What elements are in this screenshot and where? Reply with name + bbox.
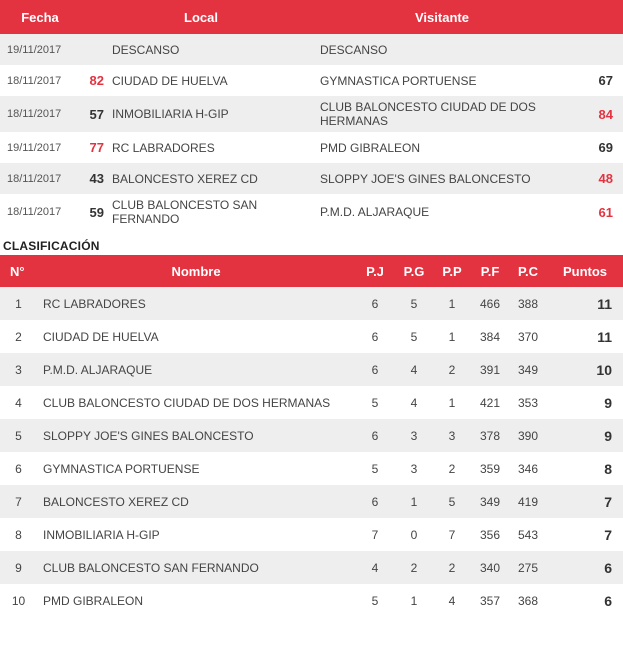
- local-score: 59: [89, 204, 104, 220]
- lost: 1: [433, 287, 471, 320]
- total-points: 7: [604, 526, 612, 543]
- points-against: 390: [509, 419, 547, 452]
- played: 4: [355, 551, 395, 584]
- standings-row: [0, 485, 623, 518]
- points-for: 349: [471, 485, 509, 518]
- header-pf: P.F: [471, 255, 509, 287]
- local-team: BALONCESTO XEREZ CD: [112, 163, 320, 194]
- lost: 2: [433, 353, 471, 386]
- header-visitor: Visitante: [320, 0, 565, 34]
- local-score: 43: [80, 163, 112, 194]
- standings-row: [0, 419, 623, 452]
- visitor-team: DESCANSO: [320, 34, 565, 65]
- lost: 1: [448, 329, 456, 344]
- team-name: RC LABRADORES: [37, 287, 355, 320]
- header-pc: P.C: [509, 255, 547, 287]
- won: 5: [410, 329, 418, 344]
- team-position: 4: [15, 395, 22, 410]
- team-position: 9: [0, 551, 37, 584]
- team-name: CLUB BALONCESTO CIUDAD DE DOS HERMANAS: [43, 395, 331, 410]
- visitor-team: P.M.D. ALJARAQUE: [320, 205, 430, 219]
- visitor-score: 69: [598, 140, 613, 155]
- lost: 7: [448, 527, 456, 542]
- standings-row: [0, 386, 623, 419]
- points-for: 357: [479, 593, 501, 608]
- local-score: 82: [89, 73, 104, 88]
- visitor-score: 61: [598, 204, 613, 220]
- standings-row: [0, 287, 623, 320]
- standings-row: [0, 353, 623, 386]
- result-date: 19/11/2017: [7, 141, 62, 154]
- team-name: CIUDAD DE HUELVA: [43, 329, 159, 344]
- visitor-score: 48: [565, 163, 623, 194]
- header-pg: P.G: [395, 255, 433, 287]
- visitor-team: PMD GIBRALEON: [320, 140, 421, 155]
- results-table: [0, 0, 623, 230]
- won: 1: [395, 485, 433, 518]
- won: 3: [395, 419, 433, 452]
- lost: 2: [448, 461, 456, 476]
- played: 6: [355, 485, 395, 518]
- local-team: RC LABRADORES: [112, 140, 215, 155]
- points-against: 388: [509, 287, 547, 320]
- standings-title: CLASIFICACIÓN: [3, 239, 100, 253]
- visitor-score: [565, 34, 623, 65]
- total-points: 6: [604, 592, 612, 609]
- team-position: 6: [15, 461, 22, 476]
- team-position: 5: [0, 419, 37, 452]
- header-name: Nombre: [37, 255, 355, 287]
- local-team: CIUDAD DE HUELVA: [112, 73, 228, 88]
- result-date: 18/11/2017: [0, 163, 80, 194]
- won: 5: [395, 287, 433, 320]
- points-for: 384: [479, 329, 501, 344]
- team-position: 8: [15, 527, 22, 542]
- points-for: 378: [471, 419, 509, 452]
- team-position: 3: [0, 353, 37, 386]
- team-name: GYMNASTICA PORTUENSE: [43, 461, 200, 476]
- lost: 5: [433, 485, 471, 518]
- played: 6: [355, 419, 395, 452]
- won: 4: [410, 395, 418, 410]
- points-against: 353: [517, 395, 539, 410]
- points-against: 275: [509, 551, 547, 584]
- points-against: 370: [517, 329, 539, 344]
- team-name: SLOPPY JOE'S GINES BALONCESTO: [37, 419, 355, 452]
- result-date: 18/11/2017: [7, 206, 62, 218]
- lost: 2: [433, 551, 471, 584]
- won: 3: [410, 461, 418, 476]
- visitor-team: CLUB BALONCESTO CIUDAD DE DOS HERMANAS: [320, 96, 565, 132]
- total-points: 11: [547, 287, 623, 320]
- visitor-team: GYMNASTICA PORTUENSE: [320, 73, 477, 88]
- result-date: 19/11/2017: [0, 34, 80, 65]
- total-points: 8: [604, 460, 612, 477]
- won: 1: [410, 593, 418, 608]
- header-pj: P.J: [355, 255, 395, 287]
- result-date: 18/11/2017: [0, 96, 80, 132]
- lost: 1: [448, 395, 456, 410]
- result-row: [0, 163, 623, 194]
- result-row: [0, 194, 623, 230]
- points-for: 340: [471, 551, 509, 584]
- team-position: 1: [0, 287, 37, 320]
- points-against: 349: [509, 353, 547, 386]
- points-for: 391: [471, 353, 509, 386]
- played: 6: [355, 287, 395, 320]
- local-team: DESCANSO: [112, 34, 320, 65]
- team-position: 7: [0, 485, 37, 518]
- total-points: 7: [547, 485, 623, 518]
- header-spacer: [80, 0, 112, 34]
- header-date: Fecha: [0, 0, 80, 34]
- result-row: [0, 34, 623, 65]
- team-name: CLUB BALONCESTO SAN FERNANDO: [37, 551, 355, 584]
- team-name: BALONCESTO XEREZ CD: [37, 485, 355, 518]
- result-row: [0, 96, 623, 132]
- points-for: 421: [479, 395, 501, 410]
- standings-row: [0, 551, 623, 584]
- result-row: [0, 132, 623, 163]
- played: 5: [371, 593, 379, 608]
- standings-table: [0, 255, 623, 617]
- header-pp: P.P: [433, 255, 471, 287]
- points-for: 359: [479, 461, 501, 476]
- result-row: [0, 65, 623, 96]
- local-team: CLUB BALONCESTO SAN FERNANDO: [112, 198, 258, 226]
- points-for: 356: [479, 527, 501, 542]
- standings-row: [0, 584, 623, 617]
- results-header-row: [0, 0, 623, 34]
- team-position: 2: [15, 329, 22, 344]
- header-spacer-2: [565, 0, 623, 34]
- standings-row: [0, 518, 623, 551]
- local-score: 77: [89, 140, 104, 155]
- result-date: 18/11/2017: [7, 74, 62, 87]
- total-points: 10: [547, 353, 623, 386]
- local-score: [80, 34, 112, 65]
- points-against: 368: [517, 593, 539, 608]
- visitor-score: 67: [598, 73, 613, 88]
- total-points: 11: [597, 328, 612, 345]
- played: 6: [371, 329, 379, 344]
- points-against: 543: [517, 527, 539, 542]
- visitor-score: 84: [565, 96, 623, 132]
- played: 5: [371, 461, 379, 476]
- total-points: 9: [604, 394, 612, 411]
- won: 2: [395, 551, 433, 584]
- played: 7: [371, 527, 379, 542]
- total-points: 9: [547, 419, 623, 452]
- local-team: INMOBILIARIA H-GIP: [112, 96, 320, 132]
- team-position: 10: [11, 593, 26, 608]
- standings-row: [0, 320, 623, 353]
- points-against: 346: [517, 461, 539, 476]
- won: 0: [410, 527, 418, 542]
- visitor-team: SLOPPY JOE'S GINES BALONCESTO: [320, 163, 565, 194]
- team-name: P.M.D. ALJARAQUE: [37, 353, 355, 386]
- points-against: 419: [509, 485, 547, 518]
- header-local: Local: [112, 0, 320, 34]
- standings-header-row: [0, 255, 623, 287]
- played: 6: [355, 353, 395, 386]
- lost: 3: [433, 419, 471, 452]
- team-name: INMOBILIARIA H-GIP: [43, 527, 160, 542]
- total-points: 6: [547, 551, 623, 584]
- lost: 4: [448, 593, 456, 608]
- points-for: 466: [471, 287, 509, 320]
- local-score: 57: [80, 96, 112, 132]
- played: 5: [371, 395, 379, 410]
- team-name: PMD GIBRALEON: [43, 593, 144, 608]
- standings-row: [0, 452, 623, 485]
- header-pos: N°: [0, 255, 37, 287]
- header-pts: Puntos: [547, 255, 623, 287]
- won: 4: [395, 353, 433, 386]
